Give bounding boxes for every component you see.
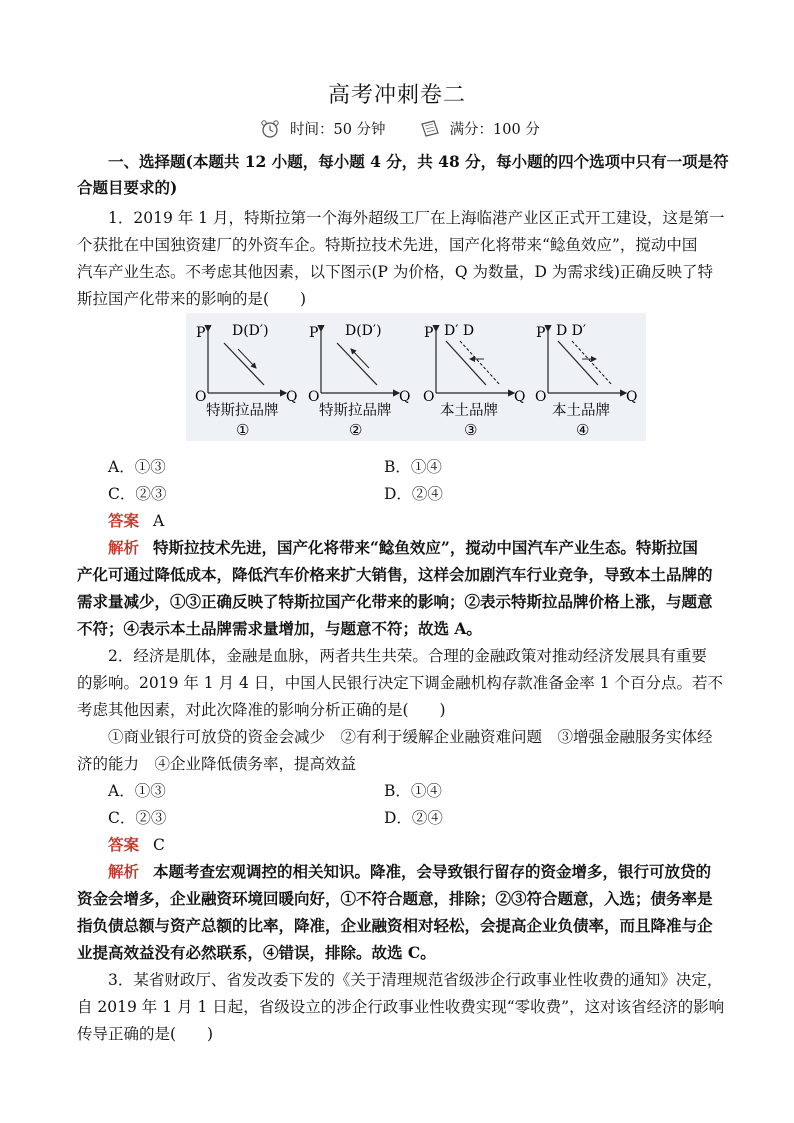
q2-option-a: A．①③ <box>108 782 166 800</box>
q3-line-3: 传导正确的是( ) <box>77 1025 214 1043</box>
section-header-line2: 合题目要求的) <box>77 178 178 197</box>
q2-analysis-label: 解析 <box>108 862 140 881</box>
chart-1-d-label: D(D′) <box>232 323 269 339</box>
q2-answer <box>108 833 758 855</box>
clock-icon <box>258 119 282 139</box>
chart-3-q-label: Q <box>514 389 526 405</box>
q1-option-b: B．①④ <box>384 458 442 476</box>
q1-analysis-line-1 <box>108 536 758 558</box>
chart-2 <box>308 323 410 439</box>
chart-1-q-label: Q <box>286 389 298 405</box>
chart-1-number: ① <box>236 421 250 439</box>
q1-line-4: 斯拉国产化带来的影响的是( ) <box>77 290 307 308</box>
chart-4-p-label: P <box>536 325 546 341</box>
chart-4 <box>535 323 637 439</box>
q1-option-c: C．②③ <box>108 485 167 503</box>
chart-4-q-label: Q <box>626 389 638 405</box>
time-label: 时间：50 分钟 <box>290 122 386 138</box>
q2-option-b: B．①④ <box>384 782 442 800</box>
q1-analysis-label: 解析 <box>108 538 140 557</box>
chart-3-o-label: O <box>423 389 435 405</box>
chart-1-p-label: P <box>196 325 206 341</box>
q2-option-d: D．②④ <box>384 809 443 827</box>
q2-items-line-2: 济的能力 ④企业降低债务率，提高效益 <box>77 755 357 773</box>
q1-analysis-line-2: 产化可通过降低成本，降低汽车价格来扩大销售，这样会加剧汽车行业竞争，导致本土品牌的 <box>77 565 713 584</box>
q2-analysis-text-1: 本题考查宏观调控的相关知识。降准，会导致银行留存的资金增多，银行可放贷的 <box>153 862 712 881</box>
q2-answer-value: C <box>153 836 165 854</box>
q1-line-1: 1．2019 年 1 月，特斯拉第一个海外超级工厂在上海临港产业区正式开工建设，这是第一 <box>108 209 725 227</box>
q2-analysis-line-4: 业提高效益没有必然联系，④错误，排除。故选 C。 <box>77 943 436 962</box>
chart-1-o-label: O <box>195 389 207 405</box>
q1-answer <box>108 509 758 531</box>
q2-analysis-line-3: 指负债总额与资产总额的比率，降准，企业融资相对轻松，会提高企业负债率，而且降准与企 <box>77 916 713 935</box>
chart-2-q-label: Q <box>399 389 411 405</box>
q2-line-2: 的影响。2019 年 1 月 4 日，中国人民银行决定下调金融机构存款准备金率 1 个百分点。若不 <box>77 674 724 692</box>
q2-items-line-1: ①商业银行可放贷的资金会减少 ②有利于缓解企业融资难问题 ③增强金融服务实体经 <box>108 728 713 746</box>
q1-answer-value: A <box>153 512 165 530</box>
page-title: 高考冲刺卷二 <box>327 83 466 108</box>
chart-2-caption: 特斯拉品牌 <box>319 403 392 419</box>
q1-answer-label: 答案 <box>108 511 140 530</box>
score-label: 满分：100 分 <box>449 122 540 138</box>
q2-analysis-line-1 <box>108 860 758 882</box>
q2-line-3: 考虑其他因素，对此次降准的影响分析正确的是( ) <box>77 701 446 719</box>
q1-demand-charts <box>186 313 646 441</box>
chart-4-d-label: D D′ <box>556 323 587 339</box>
q1-option-d: D．②④ <box>384 485 443 503</box>
q1-analysis-text-1: 特斯拉技术先进，国产化将带来“鲶鱼效应”，搅动中国汽车产业生态。特斯拉国 <box>153 538 698 557</box>
q1-option-a: A．①③ <box>108 458 166 476</box>
q2-option-c: C．②③ <box>108 809 167 827</box>
chart-2-o-label: O <box>308 389 320 405</box>
q1-analysis-line-3: 需求量减少，①③正确反映了特斯拉国产化带来的影响；②表示特斯拉品牌价格上涨，与题意 <box>77 592 713 611</box>
chart-3-d-label: D′ D <box>444 323 475 339</box>
q2-analysis-line-2: 资金会增多，企业融资环境回暖向好，①不符合题意，排除；②③符合题意，入选；债务率是 <box>77 889 713 908</box>
chart-4-number: ④ <box>576 421 590 439</box>
chart-1-caption: 特斯拉品牌 <box>206 403 279 419</box>
q3-line-1: 3．某省财政厅、省发改委下发的《关于清理规范省级涉企行政事业性收费的通知》决定， <box>108 971 723 989</box>
chart-3-caption: 本土品牌 <box>440 403 498 419</box>
chart-2-number: ② <box>349 421 363 439</box>
chart-2-d-label: D(D′) <box>345 323 382 339</box>
chart-1 <box>195 323 297 439</box>
chart-4-o-label: O <box>535 389 547 405</box>
scroll-icon <box>418 119 442 139</box>
chart-3 <box>423 323 525 439</box>
q1-line-2: 个获批在中国独资建厂的外资车企。特斯拉技术先进，国产化将带来“鲶鱼效应”，搅动中国 <box>77 236 698 254</box>
chart-2-p-label: P <box>309 325 319 341</box>
q2-line-1: 2．经济是肌体，金融是血脉，两者共生共荣。合理的金融政策对推动经济发展具有重要 <box>108 647 707 665</box>
chart-3-number: ③ <box>464 421 478 439</box>
q2-answer-label: 答案 <box>108 835 140 854</box>
exam-meta <box>258 118 540 139</box>
chart-4-caption: 本土品牌 <box>552 403 610 419</box>
section-header-line1: 一、选择题(本题共 12 小题，每小题 4 分，共 48 分，每小题的四个选项中只有一项是符 <box>108 152 729 171</box>
q1-analysis-line-4: 不符；④表示本土品牌需求量增加，与题意不符；故选 A。 <box>77 619 482 638</box>
q3-line-2: 自 2019 年 1 月 1 日起，省级设立的涉企行政事业性收费实现“零收费”，这对该省经济的影响 <box>77 998 725 1016</box>
q1-line-3: 汽车产业生态。不考虑其他因素，以下图示(P 为价格，Q 为数量，D 为需求线)正确反映了特 <box>77 263 713 281</box>
chart-3-p-label: P <box>424 325 434 341</box>
